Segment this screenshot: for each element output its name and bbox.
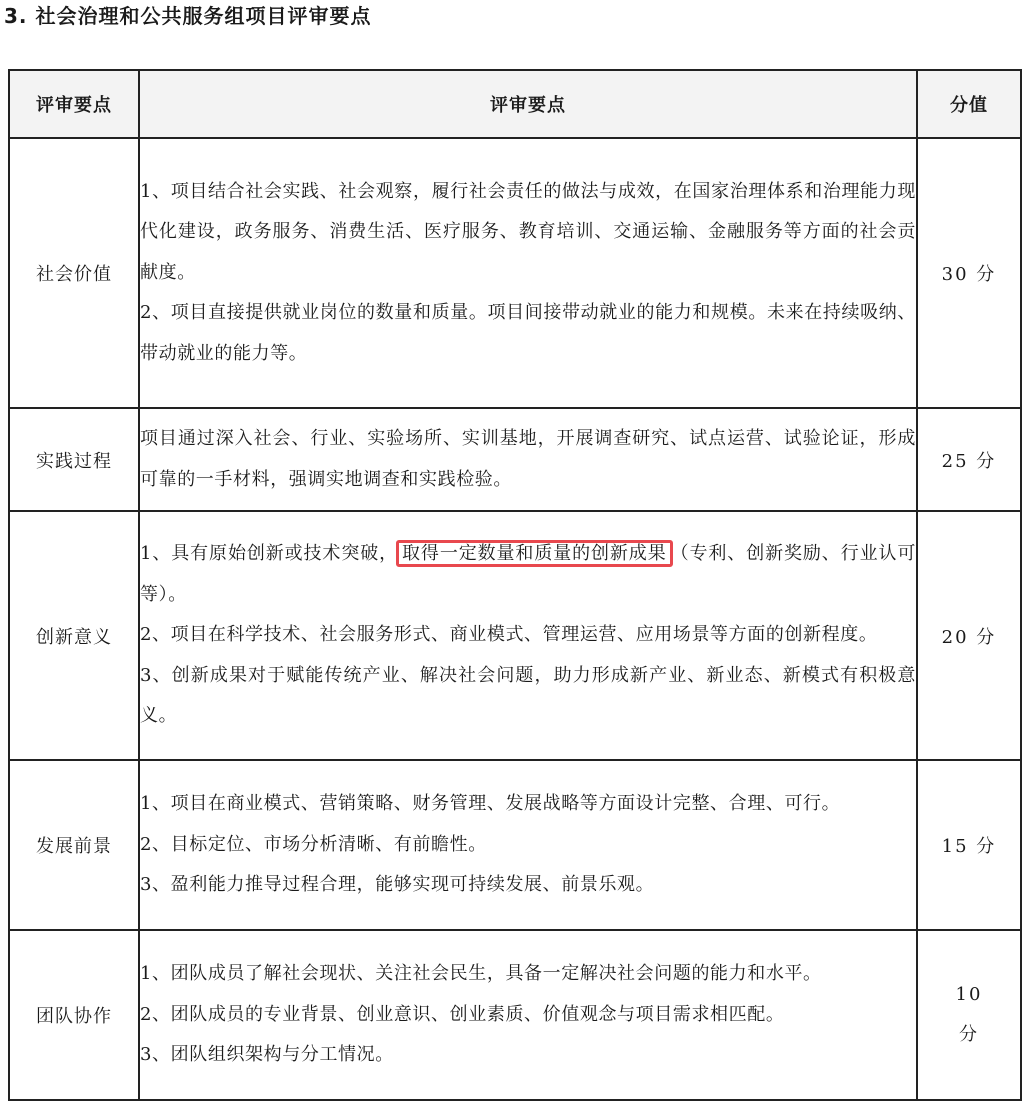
- criteria-item: 1、团队成员了解社会现状、关注社会民生，具备一定解决社会问题的能力和水平。: [140, 963, 822, 985]
- row-content: [139, 511, 917, 760]
- criteria-item: 3、创新成果对于赋能传统产业、解决社会问题，助力形成新产业、新业态、新模式有积极意义。: [140, 664, 916, 727]
- table-row: [9, 930, 1021, 1100]
- highlighted-phrase: 取得一定数量和质量的创新成果: [396, 540, 673, 567]
- row-content: [139, 138, 917, 408]
- criteria-item: 项目通过深入社会、行业、实验场所、实训基地，开展调查研究、试点运营、试验论证，形成可靠的一手材料，强调实地调查和实践检验。: [140, 428, 916, 490]
- row-label: 社会价值: [9, 138, 139, 408]
- row-label: 发展前景: [9, 760, 139, 930]
- review-criteria-table: [8, 69, 1022, 1101]
- score-unit: 分: [959, 1024, 979, 1045]
- row-score: 25 分: [917, 408, 1021, 511]
- criteria-item: 1、项目结合社会实践、社会观察，履行社会责任的做法与成效，在国家治理体系和治理能力现代化建设，政务服务、消费生活、医疗服务、教育培训、交通运输、金融服务等方面的社会贡献度。: [140, 180, 916, 283]
- row-score: 20 分: [917, 511, 1021, 760]
- page-title: 3. 社会治理和公共服务组项目评审要点: [4, 4, 372, 28]
- header-score: 分值: [917, 70, 1021, 138]
- row-score: 30 分: [917, 138, 1021, 408]
- row-score: [917, 930, 1021, 1100]
- criteria-item-text: （专利、创新奖励、行业认可等）。: [140, 543, 916, 605]
- criteria-item: 1、项目在商业模式、营销策略、财务管理、发展战略等方面设计完整、合理、可行。: [140, 793, 841, 815]
- table-row: [9, 760, 1021, 930]
- score-number: 10: [955, 984, 983, 1005]
- header-criteria: 评审要点: [9, 70, 139, 138]
- criteria-item: [140, 534, 916, 615]
- criteria-item: 2、团队成员的专业背景、创业意识、创业素质、价值观念与项目需求相匹配。: [140, 1003, 785, 1025]
- criteria-item: 2、目标定位、市场分析清晰、有前瞻性。: [140, 833, 487, 855]
- table-row: [9, 511, 1021, 760]
- criteria-item: 3、盈利能力推导过程合理，能够实现可持续发展、前景乐观。: [140, 874, 655, 896]
- criteria-item: 2、项目直接提供就业岗位的数量和质量。项目间接带动就业的能力和规模。未来在持续吸纳、带动就业的能力等。: [140, 302, 916, 364]
- criteria-item-text: 1、具有原始创新或技术突破，: [140, 543, 399, 565]
- row-label: 创新意义: [9, 511, 139, 760]
- row-label: 团队协作: [9, 930, 139, 1100]
- row-score: 15 分: [917, 760, 1021, 930]
- row-label: 实践过程: [9, 408, 139, 511]
- header-criteria-detail: 评审要点: [139, 70, 917, 138]
- table-row: [9, 138, 1021, 408]
- table-header-row: [9, 70, 1021, 138]
- row-content: [139, 760, 917, 930]
- row-content: [139, 930, 917, 1100]
- criteria-item: 2、项目在科学技术、社会服务形式、商业模式、管理运营、应用场景等方面的创新程度。: [140, 624, 878, 646]
- criteria-item: 3、团队组织架构与分工情况。: [140, 1044, 394, 1066]
- table-row: [9, 408, 1021, 511]
- row-content: [139, 408, 917, 511]
